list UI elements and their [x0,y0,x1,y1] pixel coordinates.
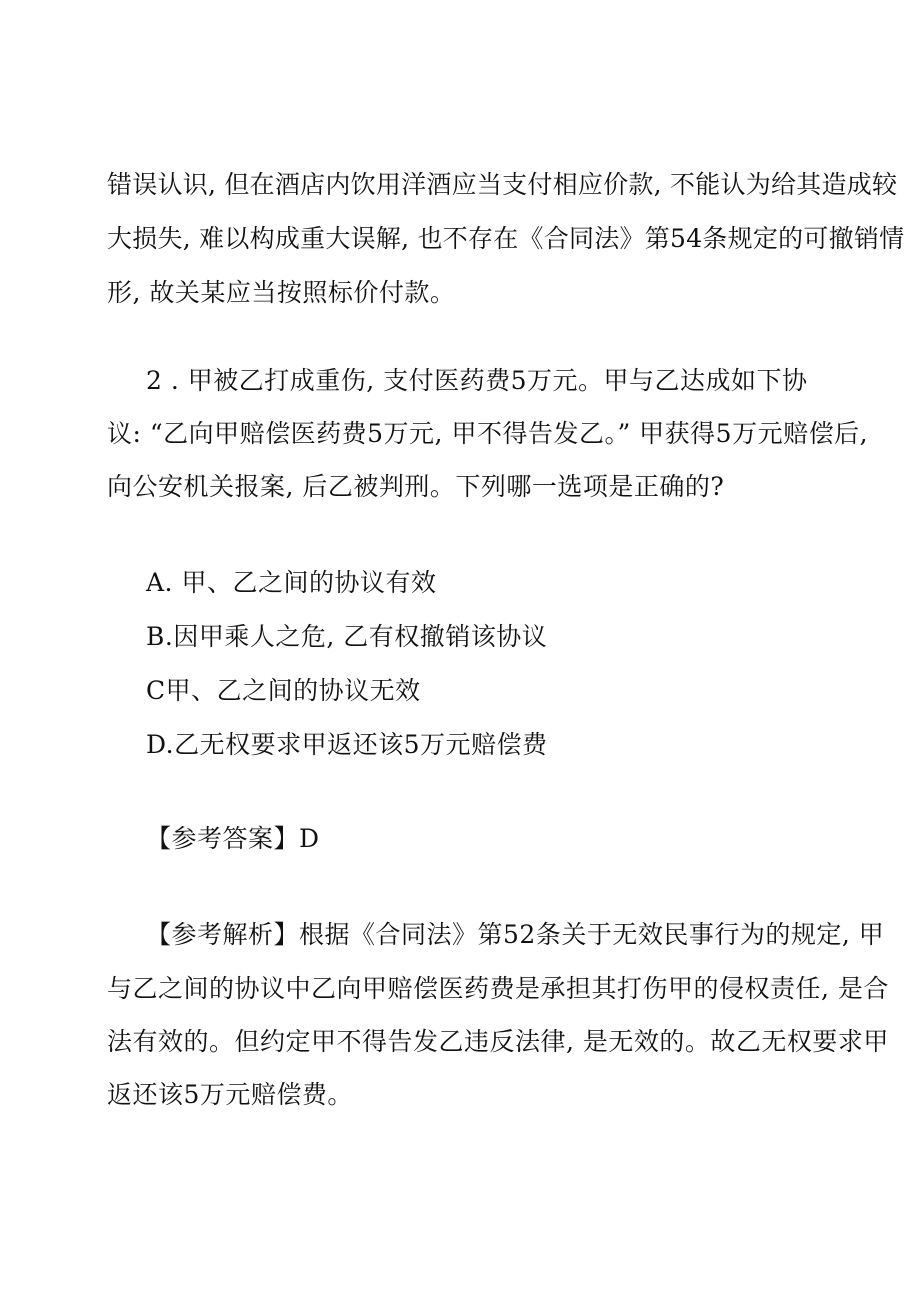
intro-line-3: 形, 故关某应当按照标价付款。 [107,278,456,307]
option-d: D.乙无权要求甲返还该5万元赔偿费 [146,730,548,759]
reference-answer: 【参考答案】D [146,824,320,853]
analysis-line-2: 与乙之间的协议中乙向甲赔偿医药费是承担其打伤甲的侵权责任, 是合 [107,974,889,1003]
intro-line-2: 大损失, 难以构成重大误解, 也不存在《合同法》第54条规定的可撤销情 [107,224,905,253]
option-c: C甲、乙之间的协议无效 [146,676,421,705]
question-line-1: 2 . 甲被乙打成重伤, 支付医药费5万元。甲与乙达成如下协 [146,366,808,395]
analysis-line-3: 法有效的。但约定甲不得告发乙违反法律, 是无效的。故乙无权要求甲 [107,1027,889,1056]
question-line-2: 议: “乙向甲赔偿医药费5万元, 甲不得告发乙。” 甲获得5万元赔偿后, [107,419,869,448]
option-a: A. 甲、乙之间的协议有效 [146,568,437,597]
analysis-line-1: 【参考解析】根据《合同法》第52条关于无效民事行为的规定, 甲 [146,920,885,949]
analysis-line-4: 返还该5万元赔偿费。 [107,1080,353,1109]
option-b: B.因甲乘人之危, 乙有权撤销该协议 [146,622,548,651]
question-line-3: 向公安机关报案, 后乙被判刑。下列哪一选项是正确的? [107,472,725,501]
intro-line-1: 错误认识, 但在酒店内饮用洋酒应当支付相应价款, 不能认为给其造成较 [107,170,898,199]
